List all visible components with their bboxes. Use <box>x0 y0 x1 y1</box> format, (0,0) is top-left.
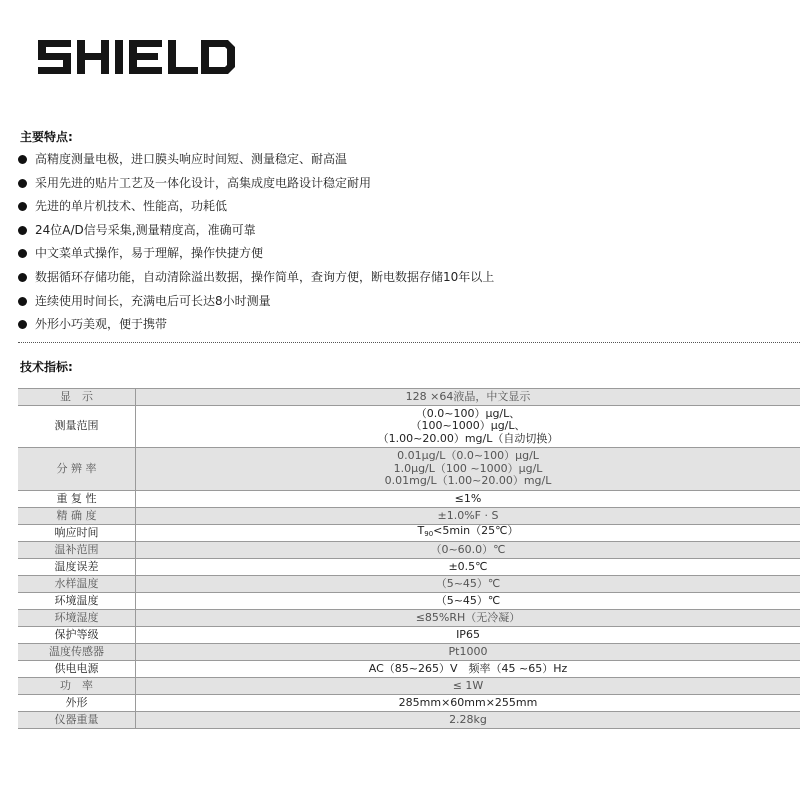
feature-text: 24位A/D信号采集,测量精度高，准确可靠 <box>35 222 256 237</box>
table-row <box>18 559 800 576</box>
specs-table <box>18 388 800 729</box>
features-list <box>18 148 494 337</box>
bullet-icon <box>18 202 27 211</box>
spec-value: ±1.0%F · S <box>136 508 800 525</box>
spec-label: 外形 <box>18 695 136 712</box>
list-item <box>18 313 494 337</box>
spec-label: 精 确 度 <box>18 508 136 525</box>
bullet-icon <box>18 226 27 235</box>
spec-value: 128 ×64液晶，中文显示 <box>136 389 800 406</box>
spec-label: 显 示 <box>18 389 136 406</box>
section-divider <box>18 342 800 343</box>
range-line: （100~1000）μg/L、 <box>410 419 526 433</box>
resolution-line: 0.01mg/L（1.00~20.00）mg/L <box>384 474 552 488</box>
spec-value: ≤ 1W <box>136 678 800 695</box>
feature-text: 连续使用时间长，充满电后可长达8小时测量 <box>35 293 271 308</box>
feature-text: 中文菜单式操作，易于理解，操作快捷方便 <box>35 246 264 261</box>
table-row <box>18 610 800 627</box>
spec-value <box>136 406 800 448</box>
response-subscript: 90 <box>424 530 434 539</box>
spec-label: 仪器重量 <box>18 712 136 729</box>
table-row <box>18 508 800 525</box>
spec-value: （5~45）℃ <box>136 576 800 593</box>
table-row <box>18 406 800 448</box>
feature-text: 数据循环存储功能，自动清除溢出数据，操作简单，查询方便，断电数据存储10年以上 <box>35 269 495 284</box>
resolution-line: 1.0μg/L（100 ~1000）μg/L <box>393 461 543 475</box>
bullet-icon <box>18 249 27 258</box>
bullet-icon <box>18 273 27 282</box>
feature-text: 采用先进的贴片工艺及一体化设计，高集成度电路设计稳定耐用 <box>35 175 372 190</box>
specs-title: 技术指标: <box>20 360 73 374</box>
spec-value <box>136 448 800 491</box>
response-symbol: T <box>417 524 425 538</box>
bullet-icon <box>18 320 27 329</box>
feature-text: 外形小巧美观，便于携带 <box>35 317 168 332</box>
spec-value <box>136 525 800 542</box>
range-line: （1.00~20.00）mg/L（自动切换） <box>377 431 559 445</box>
bullet-icon <box>18 179 27 188</box>
spec-label: 温度误差 <box>18 559 136 576</box>
spec-label: 响应时间 <box>18 525 136 542</box>
feature-text: 高精度测量电极，进口膜头响应时间短、测量稳定、耐高温 <box>35 152 348 166</box>
spec-label: 环境温度 <box>18 593 136 610</box>
spec-value: AC（85~265）V 频率（45 ~65）Hz <box>136 661 800 678</box>
bullet-icon <box>18 155 27 164</box>
table-row <box>18 542 800 559</box>
resolution-line: 0.01μg/L（0.0~100）μg/L <box>397 449 539 463</box>
table-row <box>18 576 800 593</box>
table-row <box>18 593 800 610</box>
list-item <box>18 172 494 196</box>
list-item <box>18 266 494 290</box>
spec-value: IP65 <box>136 627 800 644</box>
spec-label: 分 辨 率 <box>18 448 136 491</box>
list-item <box>18 195 494 219</box>
table-row <box>18 389 800 406</box>
spec-label: 温度传感器 <box>18 644 136 661</box>
spec-value: 285mm×60mm×255mm <box>136 695 800 712</box>
spec-value: ±0.5℃ <box>136 559 800 576</box>
table-row <box>18 448 800 491</box>
table-row <box>18 661 800 678</box>
spec-label: 测量范围 <box>18 406 136 448</box>
spec-value: （0~60.0）℃ <box>136 542 800 559</box>
list-item <box>18 148 494 172</box>
bullet-icon <box>18 297 27 306</box>
table-row <box>18 644 800 661</box>
table-row <box>18 627 800 644</box>
spec-label: 温补范围 <box>18 542 136 559</box>
table-row <box>18 678 800 695</box>
spec-value: Pt1000 <box>136 644 800 661</box>
feature-text: 先进的单片机技术、性能高，功耗低 <box>35 199 228 214</box>
table-row <box>18 695 800 712</box>
response-value: <5min（25℃） <box>433 524 519 538</box>
list-item <box>18 219 494 243</box>
table-row <box>18 712 800 729</box>
table-row <box>18 525 800 542</box>
spec-value: ≤85%RH（无冷凝） <box>136 610 800 627</box>
spec-value: （5~45）℃ <box>136 593 800 610</box>
features-title: 主要特点: <box>20 130 73 144</box>
table-row <box>18 491 800 508</box>
list-item <box>18 242 494 266</box>
spec-label: 水样温度 <box>18 576 136 593</box>
range-line: （0.0~100）μg/L、 <box>415 406 521 420</box>
spec-value: 2.28kg <box>136 712 800 729</box>
spec-value: ≤1% <box>136 491 800 508</box>
spec-label: 重 复 性 <box>18 491 136 508</box>
spec-label: 供电电源 <box>18 661 136 678</box>
shield-logo <box>38 40 238 74</box>
spec-label: 环境湿度 <box>18 610 136 627</box>
spec-label: 功 率 <box>18 678 136 695</box>
list-item <box>18 290 494 314</box>
spec-label: 保护等级 <box>18 627 136 644</box>
